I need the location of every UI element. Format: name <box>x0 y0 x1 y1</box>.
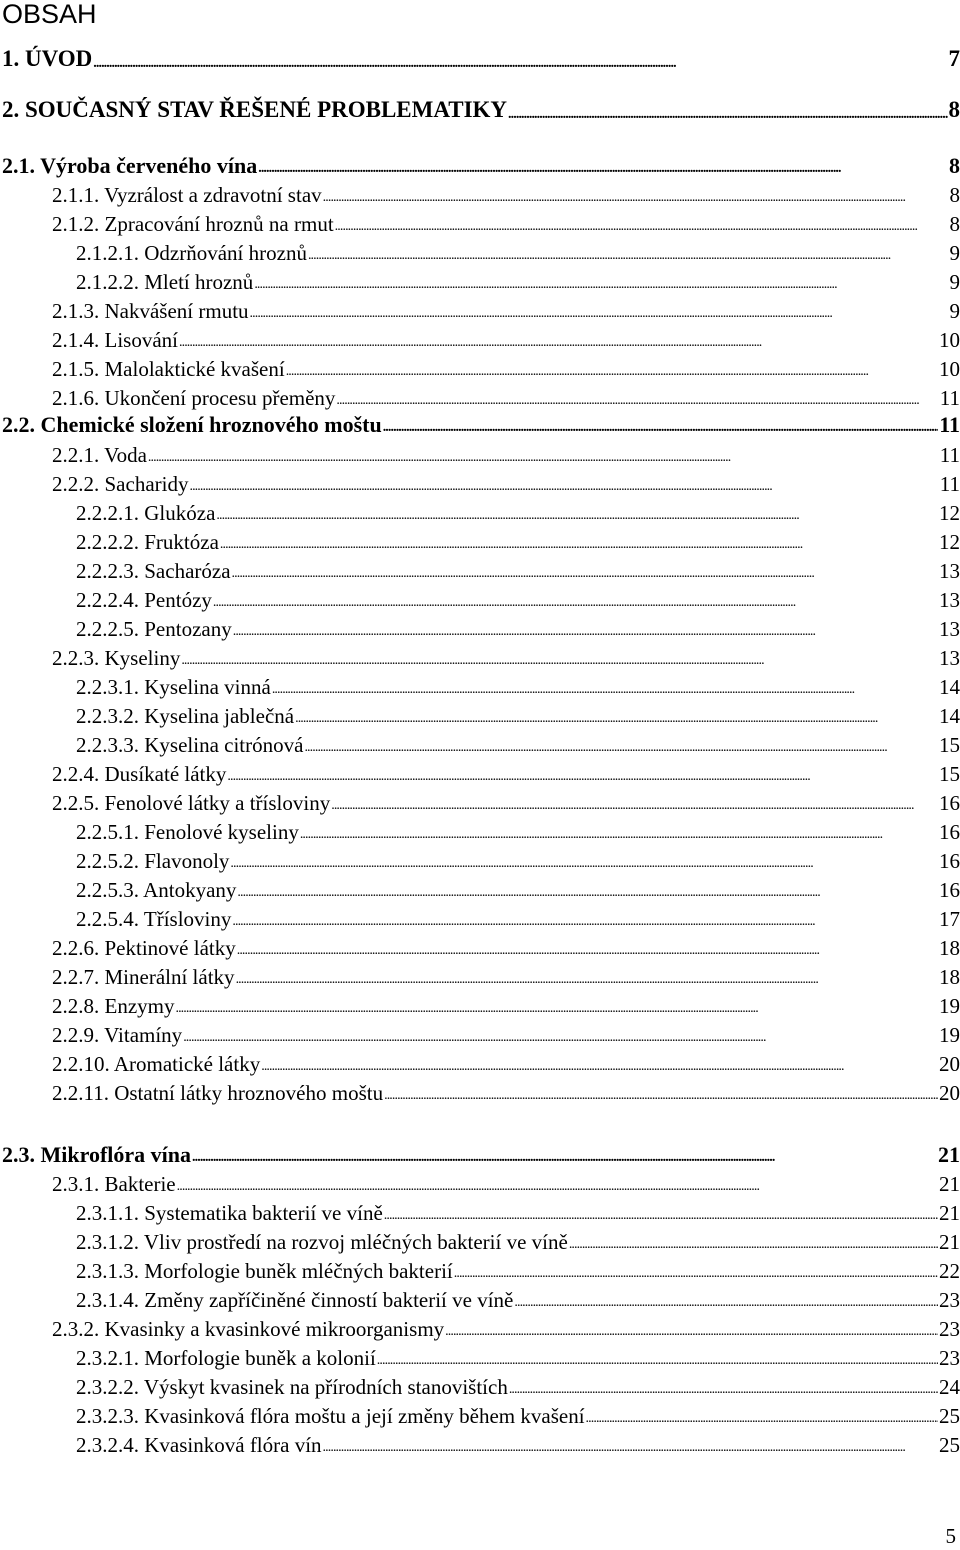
toc-entry-label: 2.2.4. Dusíkaté látky <box>52 762 227 786</box>
toc-entry[interactable] <box>76 1345 960 1371</box>
dot-leader <box>508 105 947 125</box>
toc-entry-page: 20 <box>939 1052 960 1076</box>
toc-entry-label: 2.1. Výroba červeného vína <box>2 153 258 178</box>
toc-entry[interactable] <box>52 935 960 961</box>
dot-leader <box>383 418 939 438</box>
dot-leader <box>250 304 949 324</box>
dot-leader <box>384 1086 938 1106</box>
dot-leader <box>181 651 938 671</box>
toc-entry[interactable] <box>76 587 960 613</box>
toc-entry[interactable] <box>76 1432 960 1458</box>
dot-leader <box>177 1177 938 1197</box>
toc-entry-label: 2.3.2. Kvasinky a kvasinkové mikroorganismy <box>52 1317 445 1341</box>
dot-leader <box>183 1028 938 1048</box>
toc-entry-label: 2.2.1. Voda <box>52 443 147 467</box>
dot-leader <box>189 477 938 497</box>
toc-entry-page: 11 <box>939 386 960 410</box>
toc-entry-label: 2.2.11. Ostatní látky hroznového moštu <box>52 1081 384 1105</box>
toc-entry-label: 2.2.5.1. Fenolové kyseliny <box>76 820 299 844</box>
toc-entry[interactable] <box>52 298 960 324</box>
toc-entry-page: 16 <box>939 791 960 815</box>
dot-leader <box>286 362 938 382</box>
toc-entry-label: 2.2.2.5. Pentozany <box>76 617 232 641</box>
dot-leader <box>377 1351 938 1371</box>
dot-leader <box>323 188 949 208</box>
toc-entry-label: 2.3.1.1. Systematika bakterií ve víně <box>76 1201 383 1225</box>
toc-entry[interactable] <box>76 1258 960 1284</box>
toc-entry-label: 2.2.6. Pektinové látky <box>52 936 236 960</box>
toc-entry-page: 13 <box>939 588 960 612</box>
toc-entry[interactable] <box>76 877 960 903</box>
toc-entry-page: 13 <box>939 559 960 583</box>
toc-entry[interactable] <box>52 964 960 990</box>
toc-entry[interactable] <box>52 993 960 1019</box>
toc-entry-label: 2.2.2. Sacharidy <box>52 472 189 496</box>
toc-entry-label: 2.3.1.4. Změny zapříčiněné činností bakterií ve víně <box>76 1288 514 1312</box>
toc-entry[interactable] <box>76 1287 960 1313</box>
toc-entry[interactable] <box>76 819 960 845</box>
dot-leader <box>179 333 938 353</box>
dot-leader <box>308 246 949 266</box>
toc-entry[interactable] <box>76 906 960 932</box>
dot-leader <box>233 622 938 642</box>
toc-entry-page: 20 <box>939 1081 960 1105</box>
toc-entry-label: 2.1.2.2. Mletí hroznů <box>76 270 254 294</box>
toc-entry-label: 2.2.3.1. Kyselina vinná <box>76 675 271 699</box>
toc-entry-page: 12 <box>939 501 960 525</box>
dot-leader <box>586 1409 938 1429</box>
toc-entry-page: 13 <box>939 646 960 670</box>
dot-leader <box>232 564 938 584</box>
toc-entry-page: 12 <box>939 530 960 554</box>
dot-leader <box>261 1057 938 1077</box>
toc-entry-page: 10 <box>939 357 960 381</box>
dot-leader <box>514 1293 938 1313</box>
dot-leader <box>445 1322 938 1342</box>
dot-leader <box>254 275 948 295</box>
toc-entry-label: 2.2.3.3. Kyselina citrónová <box>76 733 304 757</box>
toc-entry-page: 8 <box>948 97 960 122</box>
toc-entry-label: 2.2.3.2. Kyselina jablečná <box>76 704 295 728</box>
toc-entry[interactable] <box>2 412 960 438</box>
dot-leader <box>93 54 947 74</box>
toc-entry-page: 11 <box>939 472 960 496</box>
dot-leader <box>148 448 939 468</box>
dot-leader <box>227 767 938 787</box>
dot-leader <box>213 593 938 613</box>
toc-entry-page: 9 <box>949 299 960 323</box>
dot-leader <box>295 709 938 729</box>
toc-entry-label: 2.2.2.4. Pentózy <box>76 588 212 612</box>
dot-leader <box>175 999 938 1019</box>
toc-entry-label: 2.1.2.1. Odzrňování hroznů <box>76 241 307 265</box>
toc-entry-label: 2.1.5. Malolaktické kvašení <box>52 357 285 381</box>
toc-entry[interactable] <box>76 848 960 874</box>
dot-leader <box>323 1438 938 1458</box>
dot-leader <box>237 941 938 961</box>
toc-entry-page: 21 <box>939 1201 960 1225</box>
toc-entry[interactable] <box>76 703 960 729</box>
page-title: OBSAH <box>2 0 97 29</box>
toc-entry-page: 15 <box>939 762 960 786</box>
toc-entry-page: 8 <box>949 212 960 236</box>
toc-entry-page: 16 <box>939 878 960 902</box>
dot-leader <box>232 912 938 932</box>
toc-entry-label: 2.1.2. Zpracování hroznů na rmut <box>52 212 334 236</box>
toc-entry-page: 8 <box>949 183 960 207</box>
toc-entry-page: 14 <box>939 675 960 699</box>
toc-entry[interactable] <box>76 1229 960 1255</box>
toc-entry-label: 2.2.3. Kyseliny <box>52 646 181 670</box>
toc-entry-page: 23 <box>939 1288 960 1312</box>
toc-entry[interactable] <box>76 1200 960 1226</box>
toc-entry-page: 11 <box>939 412 960 437</box>
toc-entry[interactable] <box>52 790 960 816</box>
dot-leader <box>216 506 938 526</box>
toc-entry-label: 2.3.1.2. Vliv prostředí na rozvoj mléčných bakterií ve víně <box>76 1230 568 1254</box>
toc-entry[interactable] <box>76 1403 960 1429</box>
toc-entry[interactable] <box>52 645 960 671</box>
toc-entry-label: 2.2.2.2. Fruktóza <box>76 530 219 554</box>
toc-entry-page: 25 <box>939 1404 960 1428</box>
toc-entry-label: 2.3.2.2. Výskyt kvasinek na přírodních stanovištích <box>76 1375 508 1399</box>
page-number: 5 <box>945 1524 956 1548</box>
toc-entry[interactable] <box>76 558 960 584</box>
toc-entry-label: 2.3.1. Bakterie <box>52 1172 176 1196</box>
toc-entry[interactable] <box>2 1142 960 1168</box>
toc-entry-page: 22 <box>939 1259 960 1283</box>
dot-leader <box>272 680 938 700</box>
toc-entry[interactable] <box>2 95 960 125</box>
toc-entry[interactable] <box>52 1051 960 1077</box>
toc-entry-label: 2.2.2.1. Glukóza <box>76 501 216 525</box>
toc-entry-label: 2.2.5. Fenolové látky a třísloviny <box>52 791 331 815</box>
toc-entry[interactable] <box>52 1316 960 1342</box>
dot-leader <box>569 1235 938 1255</box>
dot-leader <box>258 159 948 179</box>
toc-entry[interactable] <box>76 500 960 526</box>
toc-entry[interactable] <box>76 529 960 555</box>
toc-entry[interactable] <box>52 761 960 787</box>
toc-entry-page: 21 <box>938 1142 960 1167</box>
dot-leader <box>192 1148 937 1168</box>
dot-leader <box>236 970 938 990</box>
dot-leader <box>300 825 938 845</box>
toc-entry-page: 18 <box>939 936 960 960</box>
toc-entry-page: 19 <box>939 994 960 1018</box>
toc-entry[interactable] <box>52 1080 960 1106</box>
toc-entry-label: 2.3.2.3. Kvasinková flóra moštu a její změny během kvašení <box>76 1404 585 1428</box>
dot-leader <box>230 854 938 874</box>
toc-entry[interactable] <box>76 674 960 700</box>
toc-entry[interactable] <box>52 211 960 237</box>
toc-entry-label: 2.2.9. Vitamíny <box>52 1023 183 1047</box>
dot-leader <box>237 883 938 903</box>
toc-entry-label: 2.3.1.3. Morfologie buněk mléčných bakterií <box>76 1259 453 1283</box>
dot-leader <box>454 1264 938 1284</box>
toc-entry-label: 2.3. Mikroflóra vína <box>2 1142 192 1167</box>
toc-entry-page: 7 <box>948 46 960 71</box>
toc-entry[interactable] <box>52 1022 960 1048</box>
toc-entry-label: 2.3.2.4. Kvasinková flóra vín <box>76 1433 322 1457</box>
toc-entry-page: 24 <box>939 1375 960 1399</box>
toc-entry-page: 16 <box>939 849 960 873</box>
toc-entry-label: 2.1.6. Ukončení procesu přeměny <box>52 386 336 410</box>
toc-entry-page: 13 <box>939 617 960 641</box>
toc-entry-label: 2.2.5.4. Třísloviny <box>76 907 232 931</box>
toc-entry[interactable] <box>52 1171 960 1197</box>
dot-leader <box>335 217 949 237</box>
toc-entry-page: 8 <box>949 153 960 178</box>
toc-entry-page: 15 <box>939 733 960 757</box>
toc-entry-label: 2.1.4. Lisování <box>52 328 178 352</box>
toc-entry[interactable] <box>2 44 960 74</box>
dot-leader <box>304 738 938 758</box>
toc-entry-label: 2.1.1. Vyzrálost a zdravotní stav <box>52 183 322 207</box>
toc-entry-page: 14 <box>939 704 960 728</box>
toc-entry[interactable] <box>52 327 960 353</box>
toc-entry[interactable] <box>52 385 960 411</box>
toc-entry[interactable] <box>52 182 960 208</box>
toc-entry-label: 2.2.10. Aromatické látky <box>52 1052 261 1076</box>
toc-entry-page: 9 <box>949 270 960 294</box>
toc-entry-label: 2.2.8. Enzymy <box>52 994 175 1018</box>
toc-entry-page: 18 <box>939 965 960 989</box>
toc-entry-label: 2. SOUČASNÝ STAV ŘEŠENÉ PROBLEMATIKY <box>2 97 508 122</box>
toc-entry-page: 10 <box>939 328 960 352</box>
toc-entry[interactable] <box>76 616 960 642</box>
toc-entry-label: 2.3.2.1. Morfologie buněk a kolonií <box>76 1346 376 1370</box>
toc-entry-label: 1. ÚVOD <box>2 46 93 71</box>
toc-entry-page: 19 <box>939 1023 960 1047</box>
dot-leader <box>220 535 938 555</box>
toc-entry-page: 17 <box>939 907 960 931</box>
toc-entry[interactable] <box>52 442 960 468</box>
dot-leader <box>331 796 938 816</box>
toc-entry-page: 23 <box>939 1317 960 1341</box>
toc-entry-label: 2.2. Chemické složení hroznového moštu <box>2 412 382 437</box>
toc-entry-label: 2.2.7. Minerální látky <box>52 965 235 989</box>
toc-entry-page: 16 <box>939 820 960 844</box>
toc-entry[interactable] <box>76 1374 960 1400</box>
toc-entry-label: 2.1.3. Nakvášení rmutu <box>52 299 249 323</box>
toc-entry[interactable] <box>76 269 960 295</box>
toc-entry[interactable] <box>52 471 960 497</box>
toc-entry[interactable] <box>76 732 960 758</box>
toc-entry-label: 2.2.5.3. Antokyany <box>76 878 237 902</box>
toc-entry-page: 9 <box>949 241 960 265</box>
toc-entry[interactable] <box>2 153 960 179</box>
toc-entry-page: 25 <box>939 1433 960 1457</box>
toc-entry-page: 21 <box>939 1172 960 1196</box>
dot-leader <box>509 1380 938 1400</box>
toc-entry[interactable] <box>76 240 960 266</box>
toc-entry-label: 2.2.2.3. Sacharóza <box>76 559 231 583</box>
toc-entry-page: 23 <box>939 1346 960 1370</box>
toc-entry[interactable] <box>52 356 960 382</box>
toc-entry-label: 2.2.5.2. Flavonoly <box>76 849 230 873</box>
toc-entry-page: 21 <box>939 1230 960 1254</box>
dot-leader <box>384 1206 938 1226</box>
dot-leader <box>336 391 938 411</box>
toc-entry-page: 11 <box>939 443 960 467</box>
